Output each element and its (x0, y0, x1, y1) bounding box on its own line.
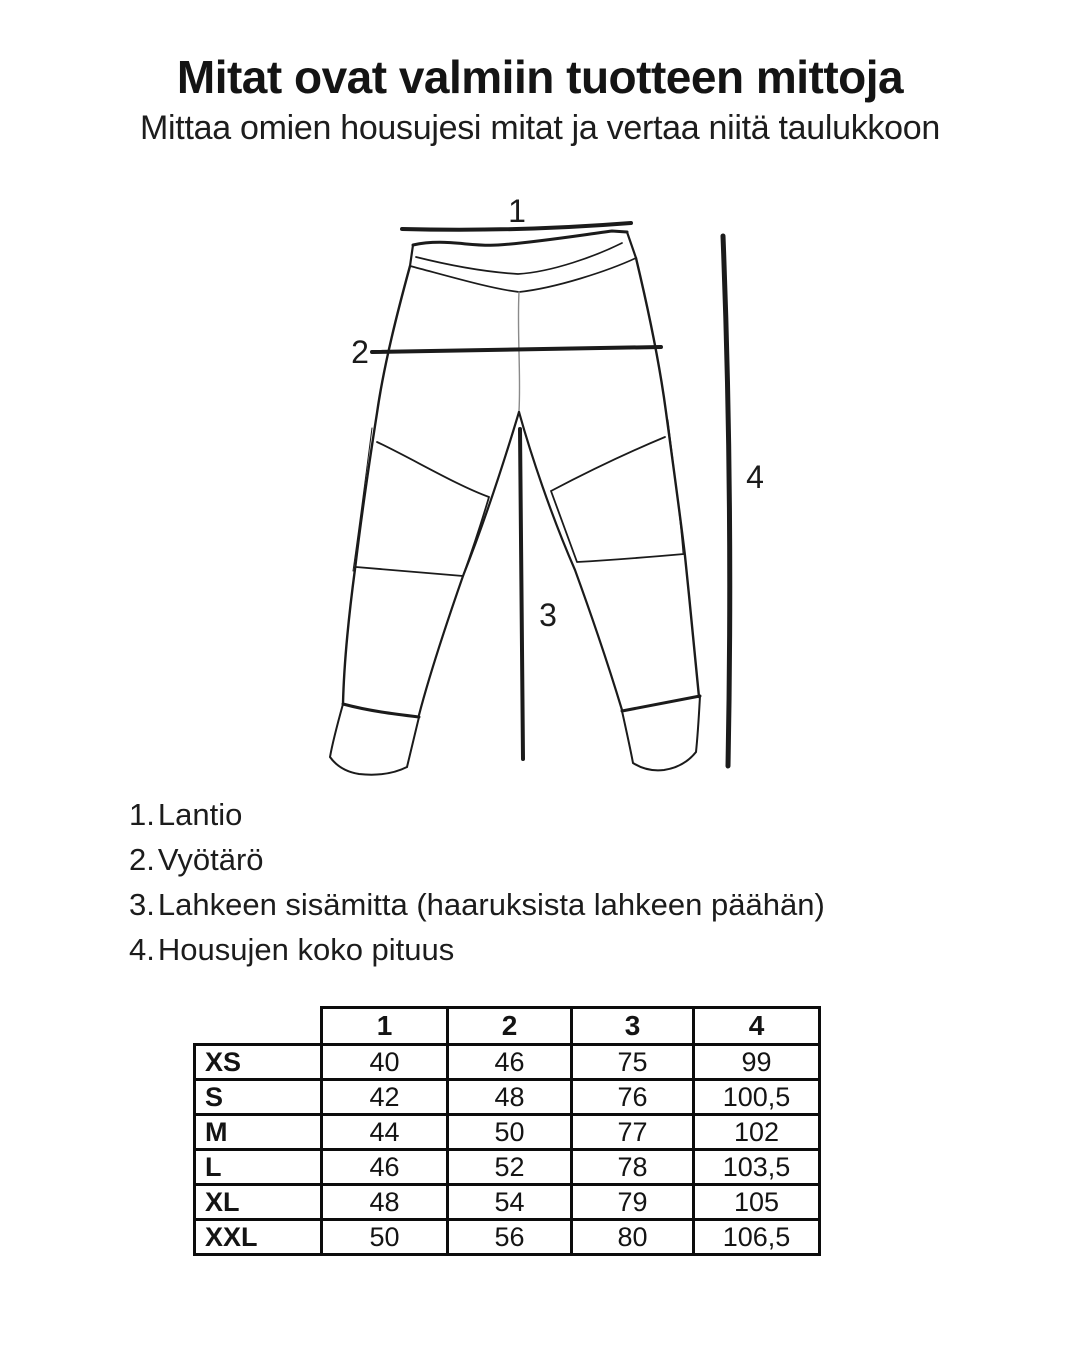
size-table-corner-cell (195, 1008, 322, 1045)
table-cell: 50 (322, 1220, 448, 1255)
size-table (193, 1006, 821, 1256)
table-cell: 106,5 (694, 1220, 820, 1255)
measurement-line-3 (520, 429, 523, 759)
table-cell: 76 (572, 1080, 694, 1115)
pants-waistband-elastic-seam (416, 243, 622, 274)
size-table-col-header-1: 1 (322, 1008, 448, 1045)
table-cell: 100,5 (694, 1080, 820, 1115)
table-cell: 77 (572, 1115, 694, 1150)
size-table-col-header-2: 2 (448, 1008, 572, 1045)
table-cell: 42 (322, 1080, 448, 1115)
table-row (195, 1080, 820, 1115)
measurement-line-2 (372, 347, 661, 352)
legend-item-number: 4. (129, 932, 155, 967)
legend-item-label: Vyötärö (157, 842, 264, 877)
legend-item-number: 3. (129, 887, 155, 922)
measurement-label-3: 3 (539, 597, 557, 633)
table-cell: 78 (572, 1150, 694, 1185)
table-cell: 50 (448, 1115, 572, 1150)
size-label: L (195, 1150, 322, 1185)
size-label: S (195, 1080, 322, 1115)
pants-waistband-left-edge (410, 245, 413, 266)
table-cell: 102 (694, 1115, 820, 1150)
table-cell: 46 (448, 1045, 572, 1080)
table-cell: 46 (322, 1150, 448, 1185)
pants-left-inseam (419, 412, 519, 715)
pants-waistband-top (413, 231, 627, 245)
legend-item-4 (129, 927, 825, 972)
size-label: XS (195, 1045, 322, 1080)
table-cell: 48 (322, 1185, 448, 1220)
table-row (195, 1220, 820, 1255)
table-cell: 103,5 (694, 1150, 820, 1185)
size-label: XXL (195, 1220, 322, 1255)
pants-right-outseam (636, 258, 699, 697)
page-subtitle: Mittaa omien housujesi mitat ja vertaa niitä taulukkoon (140, 109, 940, 147)
table-cell: 79 (572, 1185, 694, 1220)
measurement-label-1: 1 (508, 193, 526, 229)
table-cell: 48 (448, 1080, 572, 1115)
legend-item-3 (129, 882, 825, 927)
pants-right-knee-panel (551, 437, 684, 562)
page-title: Mitat ovat valmiin tuotteen mittoja (176, 51, 904, 103)
table-cell: 44 (322, 1115, 448, 1150)
pants-left-cuff-top (343, 704, 419, 717)
legend-item-2 (129, 837, 825, 882)
pants-left-knee-panel (356, 442, 489, 576)
size-label: M (195, 1115, 322, 1150)
table-cell: 56 (448, 1220, 572, 1255)
legend-item-1 (129, 792, 825, 837)
pants-left-outseam-inner-line (353, 428, 372, 571)
measurement-label-2: 2 (351, 334, 369, 370)
size-label: XL (195, 1185, 322, 1220)
legend-item-label: Lantio (157, 797, 243, 832)
legend-item-number: 2. (129, 842, 155, 877)
measurement-legend (129, 792, 825, 972)
table-cell: 40 (322, 1045, 448, 1080)
table-row (195, 1115, 820, 1150)
table-cell: 99 (694, 1045, 820, 1080)
table-cell: 52 (448, 1150, 572, 1185)
legend-item-number: 1. (129, 797, 155, 832)
table-row (195, 1185, 820, 1220)
pants-front-rise-seam (518, 292, 519, 411)
legend-item-label: Lahkeen sisämitta (haaruksista lahkeen päähän) (157, 887, 825, 922)
size-table-col-header-4: 4 (694, 1008, 820, 1045)
table-cell: 105 (694, 1185, 820, 1220)
pants-right-cuff-top (622, 696, 700, 711)
legend-item-label: Housujen koko pituus (157, 932, 455, 967)
table-cell: 75 (572, 1045, 694, 1080)
measurement-label-4: 4 (746, 459, 764, 495)
pants-right-cuff (622, 696, 700, 770)
pants-waistband-right-edge (627, 232, 636, 258)
size-table-header-row (195, 1008, 820, 1045)
measurement-line-4 (723, 236, 730, 766)
table-row (195, 1150, 820, 1185)
size-table-col-header-3: 3 (572, 1008, 694, 1045)
table-row (195, 1045, 820, 1080)
table-cell: 80 (572, 1220, 694, 1255)
pants-left-outseam (343, 266, 410, 704)
table-cell: 54 (448, 1185, 572, 1220)
